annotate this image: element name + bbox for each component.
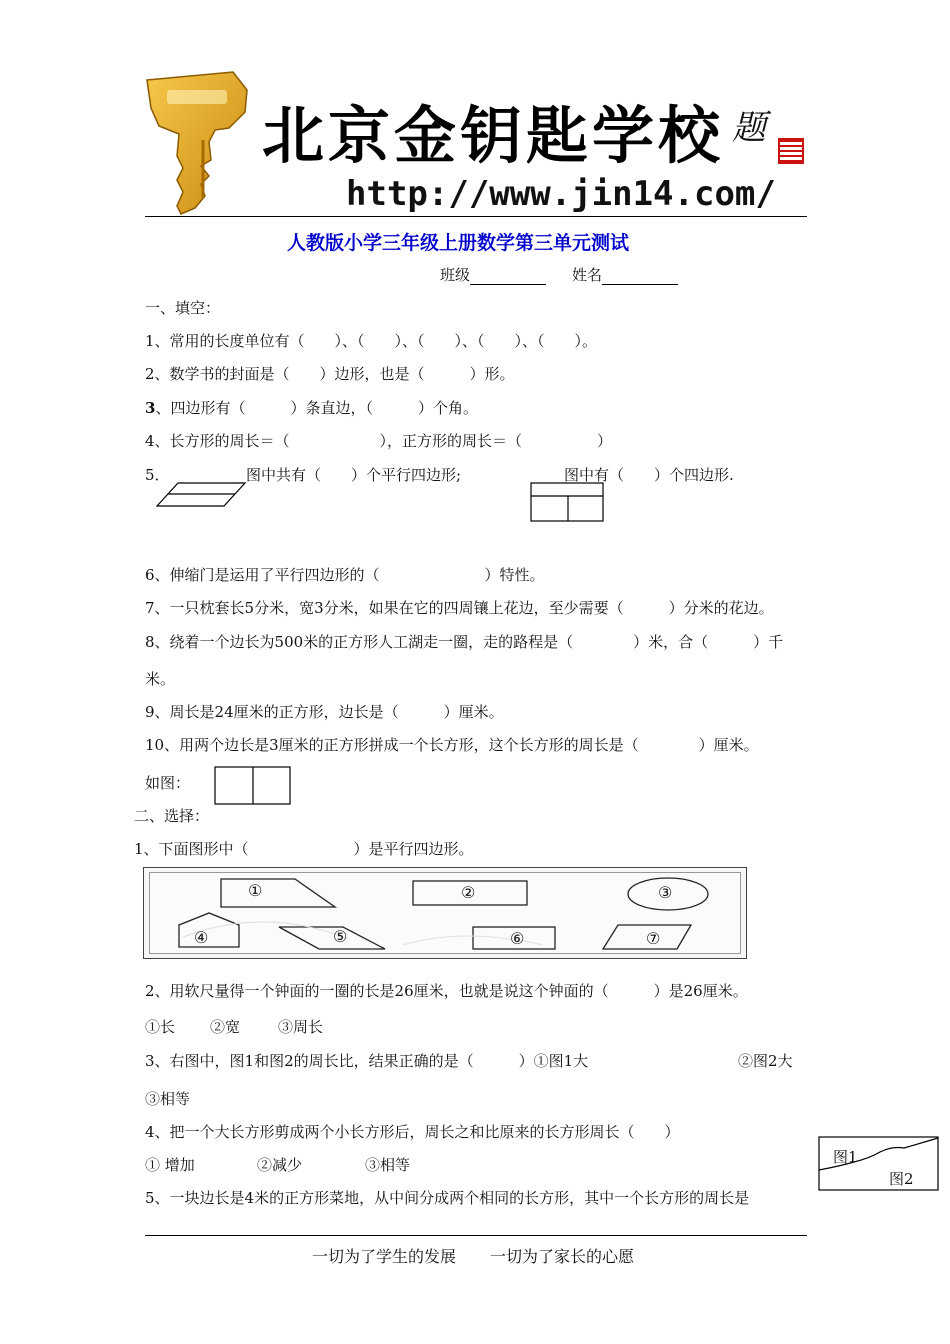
page-title: 人教版小学三年级上册数学第三单元测试 (287, 232, 630, 254)
shape-label-4: ④ (194, 928, 209, 947)
q3-option-2[interactable]: ②图2大 (738, 1052, 793, 1070)
choice-question-3: 3、右图中，图1和图2的周长比，结果正确的是（ ）①图1大 (145, 1052, 589, 1070)
fill-question-10-figure-label: 如图： (145, 774, 191, 792)
question-3-text: 、四边形有（ ）条直边，（ ）个角。 (155, 399, 478, 417)
choice-question-5: 5、一块边长是4米的正方形菜地，从中间分成两个相同的长方形，其中一个长方形的周长是 (145, 1189, 750, 1207)
header-divider (145, 216, 807, 217)
fill-question-5-part-b: 图中有（ ）个四边形. (564, 466, 734, 484)
class-blank[interactable] (470, 269, 546, 285)
fill-question-10: 10、用两个边长是3厘米的正方形拼成一个长方形，这个长方形的周长是（ ）厘米。 (145, 736, 759, 754)
footer-left: 一切为了学生的发展 (312, 1247, 457, 1266)
name-label: 姓名 (572, 266, 603, 284)
shape-label-6: ⑥ (510, 929, 525, 948)
rectangle-grid-figure (529, 481, 605, 523)
class-field[interactable] (440, 264, 546, 285)
shape-label-3: ③ (658, 883, 673, 902)
choice-question-2: 2、用软尺量得一个钟面的一圈的长是26厘米，也就是说这个钟面的（ ）是26厘米。 (145, 982, 748, 1000)
fill-question-8-cont: 米。 (145, 670, 176, 688)
q2-option-3[interactable]: ③周长 (278, 1018, 324, 1036)
fill-question-5-number: 5． (145, 466, 170, 484)
school-name-logo: 北京金钥匙学校 (262, 99, 725, 172)
fill-question-2: 2、数学书的封面是（ ）边形，也是（ ）形。 (145, 365, 515, 383)
fill-question-5-part-a: 图中共有（ ）个平行四边形; (246, 466, 462, 484)
shape-label-5: ⑤ (333, 927, 348, 946)
question-3-number: 3 (145, 399, 156, 417)
footer-divider (145, 1235, 807, 1236)
q4-option-2[interactable]: ②减少 (257, 1156, 303, 1174)
name-blank[interactable] (602, 269, 678, 285)
choice-question-4: 4、把一个大长方形剪成两个小长方形后，周长之和比原来的长方形周长（ ） (145, 1123, 680, 1141)
fill-question-1: 1、常用的长度单位有（ ）、（ ）、（ ）、（ ）、（ ）。 (145, 332, 598, 350)
section1-heading: 一、填空： (145, 299, 221, 317)
fill-question-9: 9、周长是24厘米的正方形，边长是（ ）厘米。 (145, 703, 504, 721)
q4-option-1[interactable]: ① 增加 (145, 1156, 195, 1174)
parallelogram-figure (156, 479, 248, 509)
q2-option-1[interactable]: ①长 (145, 1018, 176, 1036)
footer-right: 一切为了家长的心愿 (490, 1247, 635, 1266)
seal-stamp-icon (778, 138, 804, 164)
header-url[interactable]: http://www.jin14.com/ (346, 174, 776, 214)
key-logo-icon (145, 68, 250, 216)
q2-option-2[interactable]: ②宽 (210, 1018, 241, 1036)
section2-heading: 二、选择： (134, 807, 210, 825)
name-field[interactable] (572, 264, 678, 285)
shape-label-7: ⑦ (646, 929, 661, 948)
figure-1-label: 图1 (833, 1148, 858, 1166)
choice-question-1: 1、下面图形中（ ）是平行四边形。 (134, 840, 474, 858)
q3-option-3[interactable]: ③相等 (145, 1090, 191, 1108)
fill-question-3 (145, 397, 478, 418)
shape-label-1: ① (248, 881, 263, 900)
fill-question-6: 6、伸缩门是运用了平行四边形的（ ）特性。 (145, 566, 545, 584)
fill-question-4: 4、长方形的周长＝（ ），正方形的周长＝（ ） (145, 432, 613, 450)
fill-question-8: 8、绕着一个边长为500米的正方形人工湖走一圈，走的路程是（ ）米，合（ ）千 (145, 633, 784, 651)
figure-2-label: 图2 (889, 1170, 914, 1188)
q4-option-3[interactable]: ③相等 (365, 1156, 411, 1174)
fill-question-7: 7、一只枕套长5分米，宽3分米，如果在它的四周镶上花边，至少需要（ ）分米的花边。 (145, 599, 774, 617)
class-label: 班级 (440, 266, 471, 284)
logo-signature: 题 (732, 108, 766, 148)
two-squares-figure (214, 766, 292, 806)
shape-label-2: ② (461, 883, 476, 902)
